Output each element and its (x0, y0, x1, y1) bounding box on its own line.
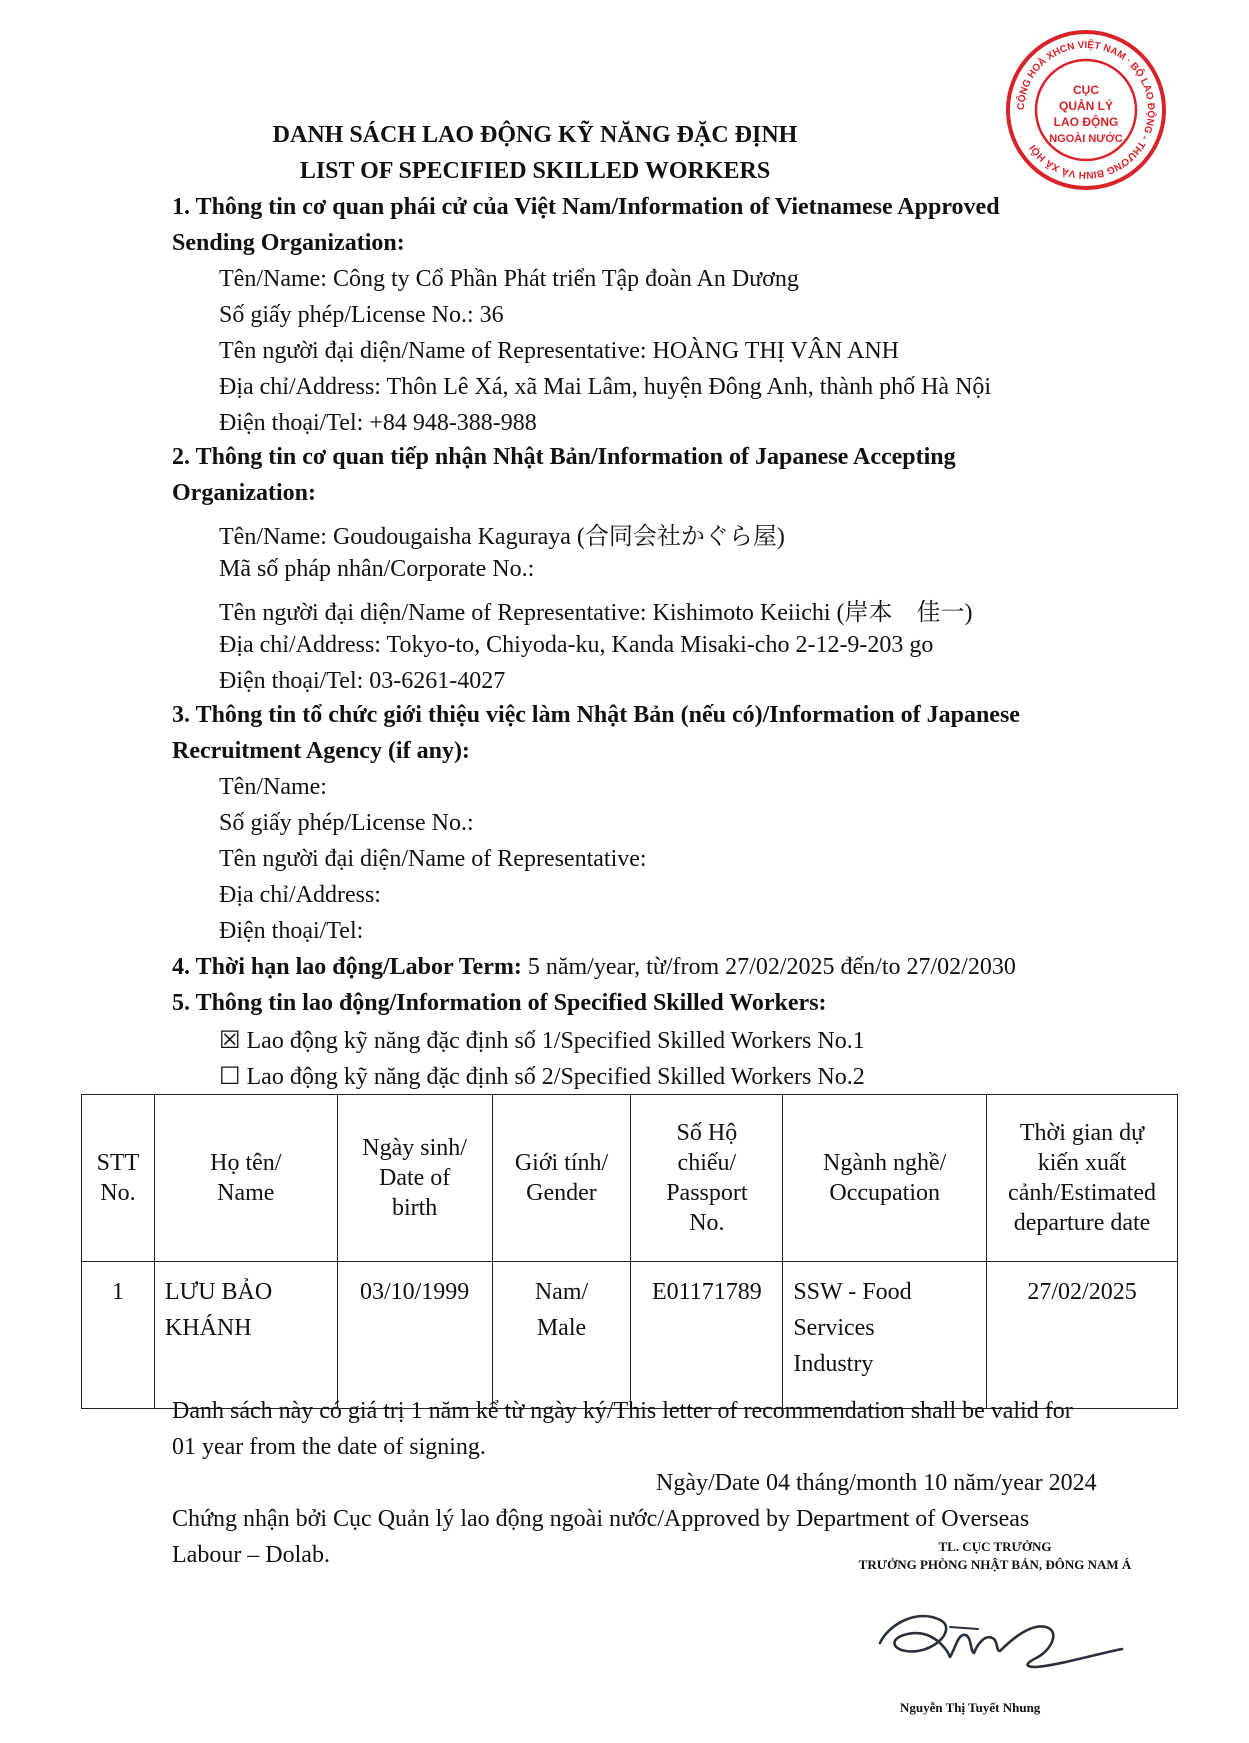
cell-departure: 27/02/2025 (987, 1262, 1178, 1409)
section-1-heading: 1. Thông tin cơ quan phái cử của Việt Nam/Information of Vietnamese Approved (172, 194, 1000, 220)
section-3-heading: 3. Thông tin tổ chức giới thiệu việc làm Nhật Bản (nếu có)/Information of Japanese (172, 702, 1020, 728)
section-2-heading-cont: Organization: (172, 480, 316, 506)
stamp-inner-line: NGOÀI NƯỚC (1049, 133, 1123, 145)
accepting-org-representative: Tên người đại diện/Name of Representative: Kishimoto Keiichi (岸本 佳一) (219, 600, 973, 626)
sending-org-address: Địa chỉ/Address: Thôn Lê Xá, xã Mai Lâm, huyện Đông Anh, thành phố Hà Nội (219, 374, 992, 400)
header-no: STT No. (82, 1095, 155, 1262)
unchecked-checkbox-icon: ☐ (219, 1064, 241, 1090)
workers-table (81, 1094, 1178, 1409)
header-gender: Giới tính/ Gender (492, 1095, 631, 1262)
section-1-heading-cont: Sending Organization: (172, 230, 405, 256)
stamp-inner-line: CỤC (1073, 83, 1099, 97)
header-name: Họ tên/ Name (154, 1095, 337, 1262)
accepting-org-corporate-no: Mã số pháp nhân/Corporate No.: (219, 556, 535, 582)
cell-no: 1 (82, 1262, 155, 1409)
cell-name: LƯU BẢO KHÁNH (154, 1262, 337, 1409)
accepting-org-name: Tên/Name: Goudougaisha Kaguraya (合同会社かぐら屋) (219, 524, 785, 550)
signing-date: Ngày/Date 04 tháng/month 10 năm/year 2024 (656, 1470, 1097, 1496)
agency-tel: Điện thoại/Tel: (219, 918, 364, 944)
header-departure: Thời gian dự kiến xuất cảnh/Estimated departure date (987, 1095, 1178, 1262)
labor-term-value: 5 năm/year, từ/from 27/02/2025 đến/to 27/02/2030 (521, 954, 1016, 980)
labor-term (172, 954, 1016, 981)
section-2-heading: 2. Thông tin cơ quan tiếp nhận Nhật Bản/Information of Japanese Accepting (172, 444, 956, 470)
sending-org-tel: Điện thoại/Tel: +84 948-388-988 (219, 410, 537, 436)
cell-passport: E01171789 (631, 1262, 783, 1409)
signer-position: TRƯỞNG PHÒNG NHẬT BẢN, ĐÔNG NAM Á (858, 1557, 1132, 1572)
document-title-vi: DANH SÁCH LAO ĐỘNG KỸ NĂNG ĐẶC ĐỊNH (272, 122, 798, 148)
sending-org-name: Tên/Name: Công ty Cổ Phần Phát triển Tập đoàn An Dương (219, 266, 799, 292)
agency-name: Tên/Name: (219, 774, 327, 800)
sending-org-license: Số giấy phép/License No.: 36 (219, 302, 504, 328)
ssw-no1-label: Lao động kỹ năng đặc định số 1/Specified Skilled Workers No.1 (246, 1028, 865, 1054)
signer-name: Nguyễn Thị Tuyết Nhung (900, 1700, 1041, 1715)
stamp-outer-text: CỘNG HOÀ XHCN VIỆT NAM · BỘ LAO ĐỘNG - THƯƠNG BINH VÀ XÃ HỘI (1015, 39, 1157, 181)
ssw-no2-option (219, 1062, 865, 1091)
stamp-inner-line: LAO ĐỘNG (1053, 115, 1119, 129)
stamp-inner-line: QUẢN LÝ (1059, 99, 1113, 113)
accepting-org-address: Địa chỉ/Address: Tokyo-to, Chiyoda-ku, Kanda Misaki-cho 2-12-9-203 go (219, 632, 934, 658)
checked-checkbox-icon: ☒ (219, 1028, 241, 1054)
section-3-heading-cont: Recruitment Agency (if any): (172, 738, 470, 764)
header-occupation: Ngành nghề/ Occupation (783, 1095, 987, 1262)
validity-note: Danh sách này có giá trị 1 năm kể từ ngày ký/This letter of recommendation shall be valid for (172, 1398, 1073, 1424)
table-header-row (82, 1095, 1178, 1262)
header-dob: Ngày sinh/ Date of birth (337, 1095, 492, 1262)
agency-address: Địa chỉ/Address: (219, 882, 381, 908)
labor-term-label: 4. Thời hạn lao động/Labor Term: (172, 954, 522, 980)
section-5-heading: 5. Thông tin lao động/Information of Specified Skilled Workers: (172, 990, 827, 1016)
ssw-no2-label: Lao động kỹ năng đặc định số 2/Specified Skilled Workers No.2 (246, 1064, 865, 1090)
cell-gender: Nam/ Male (492, 1262, 631, 1409)
validity-note-cont: 01 year from the date of signing. (172, 1434, 486, 1460)
approval-statement: Chứng nhận bởi Cục Quản lý lao động ngoài nước/Approved by Department of Overseas (172, 1506, 1030, 1532)
agency-license: Số giấy phép/License No.: (219, 810, 474, 836)
sending-org-representative: Tên người đại diện/Name of Representative: HOÀNG THỊ VÂN ANH (219, 338, 900, 364)
handwritten-signature (860, 1585, 1140, 1695)
cell-occupation: SSW - Food Services Industry (783, 1262, 987, 1409)
cell-dob: 03/10/1999 (337, 1262, 492, 1409)
agency-representative: Tên người đại diện/Name of Representative: (219, 846, 647, 872)
table-row (82, 1262, 1178, 1409)
header-passport: Số Hộ chiếu/ Passport No. (631, 1095, 783, 1262)
document-title-en: LIST OF SPECIFIED SKILLED WORKERS (299, 158, 771, 184)
ssw-no1-option (219, 1026, 865, 1055)
approval-statement-cont: Labour – Dolab. (172, 1542, 330, 1568)
accepting-org-tel: Điện thoại/Tel: 03-6261-4027 (219, 668, 506, 694)
signer-title: TL. CỤC TRƯỞNG (938, 1539, 1052, 1554)
